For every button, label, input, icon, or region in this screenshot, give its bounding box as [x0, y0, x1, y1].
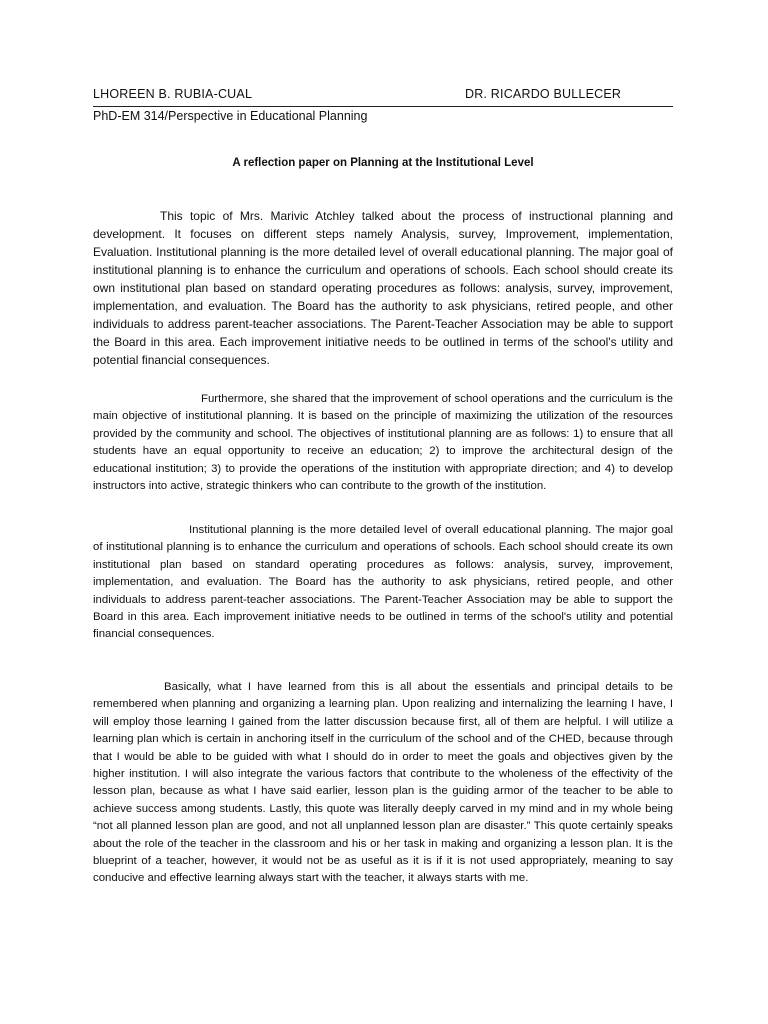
paragraph-4: [93, 679, 673, 888]
instructor-name: DR. RICARDO BULLECER: [465, 87, 622, 101]
course-line: PhD-EM 314/Perspective in Educational Planning: [93, 109, 368, 123]
paragraph-3: [93, 522, 673, 644]
header-divider: [93, 106, 673, 107]
paragraph-1: [93, 207, 673, 369]
paragraph-2: [93, 391, 673, 495]
paragraph-1-text: This topic of Mrs. Marivic Atchley talked about the process of instructional planning and development. It focuses on different steps namely Analysis, survey, Improvement, implementation, Evaluation. Institutional planning is the more detailed level of overall educational planning. The major goal of institutional planning is to enhance the curriculum and operations of schools. Each school should create its own institutional plan based on standard operating procedures as follows: analysis, survey, improvement, implementation, and evaluation. The Board has the authority to ask physicians, retired people, and other individuals to address parent-teacher associations. The Parent-Teacher Association may be able to support the Board in this area. Each improvement initiative needs to be outlined in terms of the school's utility and potential financial consequences.: [93, 209, 673, 367]
author-name: LHOREEN B. RUBIA-CUAL: [93, 87, 253, 101]
paper-title: A reflection paper on Planning at the Institutional Level: [232, 157, 534, 169]
paragraph-4-text: Basically, what I have learned from this is all about the essentials and principal details to be remembered when planning and organizing a learning plan. Upon realizing and internalizing the learning I have, I will employ those learning I gained from the latter discussion because first, all of them are helpful. I will utilize a learning plan which is certain in anchoring itself in the curriculum of the school and of the CHED, because through that I would be able to be guided with what I should do in order to meet the goals and objectives given by the higher institution. I will also integrate the various factors that contribute to the wholeness of the effectivity of the lesson plan, because as what I have said earlier, lesson plan is the guiding armor of the teacher to be able to achieve success among students. Lastly, this quote was literally deeply carved in my mind and in my whole being “not all planned lesson plan are good, and not all unplanned lesson plan are disaster.” This quote certainly speaks about the role of the teacher in the classroom and his or her task in making and organizing a lesson plan. It is the blueprint of a teacher, however, it would not be as useful as it is if it is not used appropriately, meaning to say conducive and effective learning always start with the teacher, it always starts with me.: [93, 681, 673, 885]
paragraph-3-text: Institutional planning is the more detailed level of overall educational planning. The major goal of institutional planning is to enhance the curriculum and operations of schools. Each school should create its own institutional plan based on standard operating procedures as follows: analysis, survey, improvement, implementation, and evaluation. The Board has the authority to ask physicians, retired people, and other individuals to address parent-teacher associations. The Parent-Teacher Association may be able to support the Board in this area. Each improvement initiative needs to be outlined in terms of the school's utility and potential financial consequences.: [93, 524, 673, 641]
document-header: [93, 87, 673, 107]
paragraph-2-text: Furthermore, she shared that the improvement of school operations and the curriculum is the main objective of institutional planning. It is based on the principle of maximizing the utilization of the resources provided by the community and school. The objectives of institutional planning are as follows: 1) to ensure that all students have an equal opportunity to receive an education; 2) to improve the architectural design of the educational institution; 3) to provide the operations of the institution with appropriate direction; and 4) to develop instructors into active, strategic thinkers who can contribute to the growth of the institution.: [93, 393, 673, 493]
